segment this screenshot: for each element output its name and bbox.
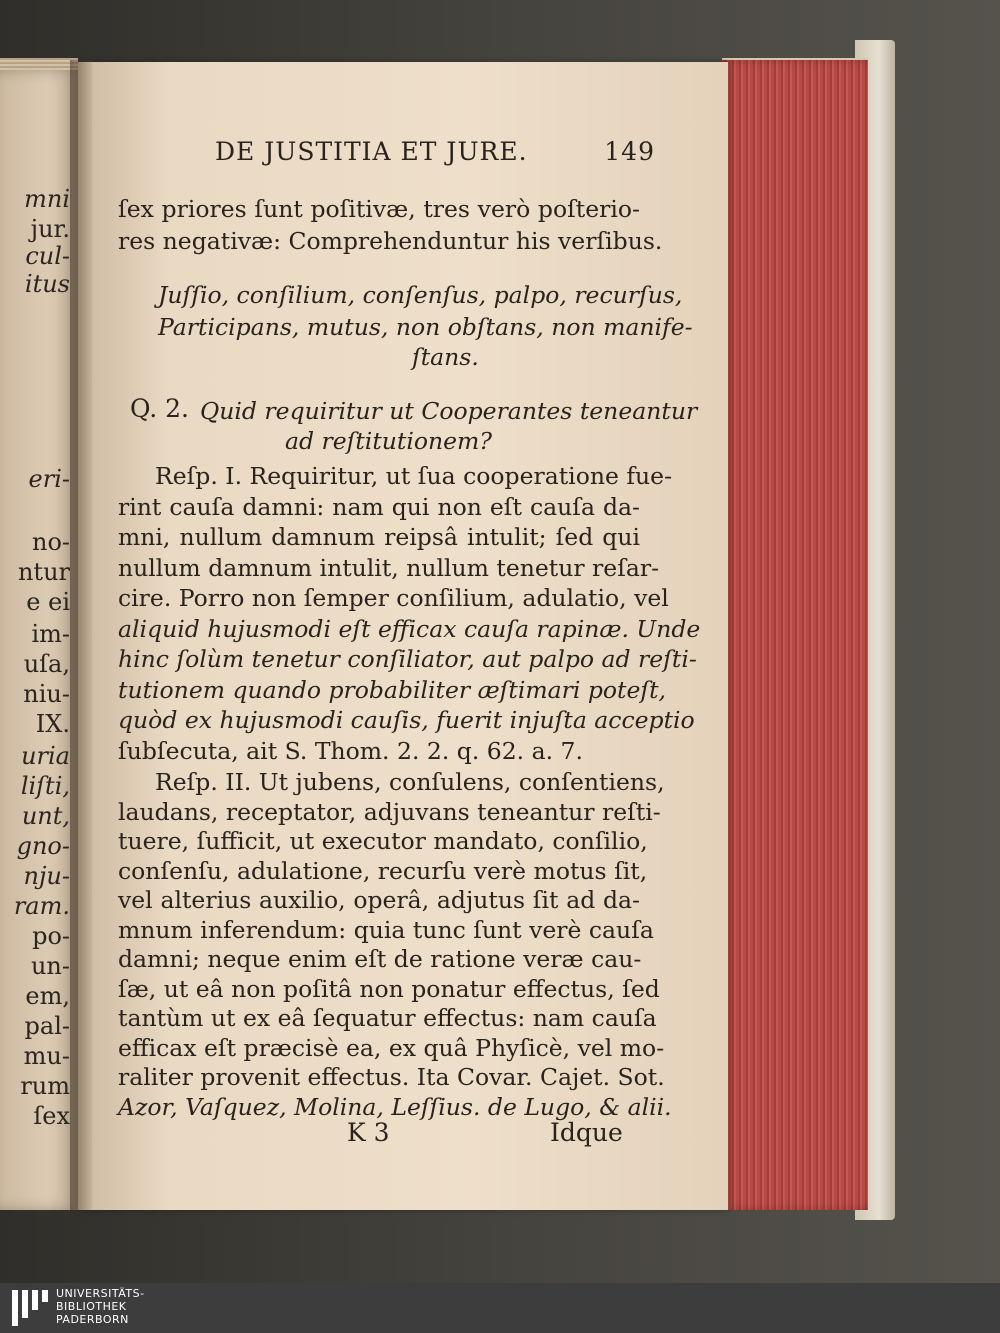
body-line: res negativæ: Comprehenduntur his verſibus. <box>118 227 663 255</box>
left-page-line: IX. <box>35 710 70 738</box>
body-line: ſex priores ſunt poſitivæ, tres verò poſterio- <box>118 195 640 223</box>
library-logo-icon <box>12 1290 48 1326</box>
body-line: conſenſu, adulatione, recurſu verè motus ſit, <box>118 856 648 885</box>
verse-line: ſtans. <box>412 343 479 371</box>
body-line: mni, nullum damnum reipsâ intulit; ſed qui <box>118 523 640 551</box>
left-page-line: im- <box>31 620 70 648</box>
left-page-line: po- <box>32 922 70 950</box>
left-page-line: no- <box>31 528 70 556</box>
body-line: rint cauſa damni: nam qui non eſt cauſa da- <box>118 492 640 521</box>
library-footer-bar <box>0 1283 1000 1333</box>
catchword: Idque <box>550 1118 623 1147</box>
left-page-line: un- <box>30 952 70 980</box>
running-header <box>215 137 655 173</box>
body-line: efficax eſt præcisè ea, ex quâ Phyſicè, vel mo- <box>118 1033 665 1062</box>
question-line: Quid requiritur ut Cooperantes teneantur <box>200 397 698 425</box>
left-page-line: ntur <box>17 558 70 586</box>
left-page-line: ram. <box>13 892 70 920</box>
left-page-line: em, <box>25 982 70 1010</box>
question-label: Q. 2. <box>130 394 189 423</box>
body-line: hinc ſolùm tenetur conſiliator, aut palpo ad reſti- <box>118 645 697 673</box>
running-title: DE JUSTITIA ET JURE. <box>215 137 528 166</box>
left-page-line: liſti, <box>20 772 70 800</box>
body-line: Azor, Vaſquez, Molina, Leſſius. de Lugo, & alii. <box>118 1092 672 1121</box>
body-line: cire. Porro non ſemper conſilium, adulatio, vel <box>118 584 669 612</box>
body-line: tuere, ſufficit, ut executor mandato, conſilio, <box>118 827 648 855</box>
body-line: tutionem quando probabiliter æſtimari poteſt, <box>118 675 667 704</box>
left-page-line: itus <box>24 270 70 298</box>
question-line: ad reſtitutionem? <box>285 427 492 455</box>
body-line: ſæ, ut eâ non poſitâ non ponatur effectus, ſed <box>118 974 660 1003</box>
body-line: Reſp. II. Ut jubens, conſulens, conſentiens, <box>155 768 665 796</box>
library-name-line1: UNIVERSITÄTS- <box>56 1287 145 1300</box>
left-page-line: uria <box>21 742 70 770</box>
left-page-line: nju- <box>23 862 70 890</box>
body-line: ſubſecuta, ait S. Thom. 2. 2. q. 62. a. 7. <box>118 736 583 765</box>
left-page-line: uſa, <box>23 650 70 678</box>
body-line: quòd ex hujusmodi cauſis, fuerit injuſta acceptio <box>118 706 695 734</box>
body-line: mnum inferendum: quia tunc ſunt verè cauſa <box>118 915 654 944</box>
left-page-line: cul- <box>25 242 70 270</box>
left-page-line: rum <box>20 1072 70 1100</box>
body-line: Reſp. I. Requiritur, ut ſua cooperatione fue- <box>155 462 673 490</box>
left-page-line: niu- <box>23 680 70 708</box>
left-page-line: eri- <box>28 465 70 493</box>
body-line: raliter provenit effectus. Ita Covar. Cajet. Sot. <box>118 1063 665 1091</box>
left-page-line: mni <box>24 185 70 213</box>
gutter-shadow <box>70 60 92 1210</box>
page-number: 149 <box>604 137 655 166</box>
body-line: nullum damnum intulit, nullum tenetur reſar- <box>118 553 660 582</box>
body-line: damni; neque enim eſt de ratione veræ cau- <box>118 945 642 973</box>
body-line: laudans, receptator, adjuvans teneantur reſti- <box>118 797 661 826</box>
library-name-line2: BIBLIOTHEK <box>56 1300 127 1313</box>
library-name-line3: PADERBORN <box>56 1313 129 1326</box>
left-page-line: unt, <box>21 802 70 830</box>
red-page-edges <box>722 60 868 1210</box>
verse-line: Participans, mutus, non obſtans, non manife- <box>158 313 693 341</box>
left-page-line: mu- <box>23 1042 70 1070</box>
body-line: vel alterius auxilio, operâ, adjutus ſit ad da- <box>118 886 640 914</box>
signature-mark: K 3 <box>347 1118 390 1147</box>
left-page-line: pal- <box>24 1012 70 1040</box>
body-line: aliquid hujusmodi eſt efficax cauſa rapinæ. Unde <box>118 614 701 643</box>
verse-line: Juſſio, conſilium, conſenſus, palpo, recurſus, <box>158 281 683 309</box>
library-name <box>56 1287 145 1326</box>
left-page-line: ſex <box>33 1102 70 1130</box>
left-page-line: e ei <box>26 588 70 616</box>
body-line: tantùm ut ex eâ ſequatur effectus: nam cauſa <box>118 1004 657 1032</box>
left-page-line: gno- <box>16 832 70 860</box>
left-page-line: jur. <box>30 215 70 243</box>
